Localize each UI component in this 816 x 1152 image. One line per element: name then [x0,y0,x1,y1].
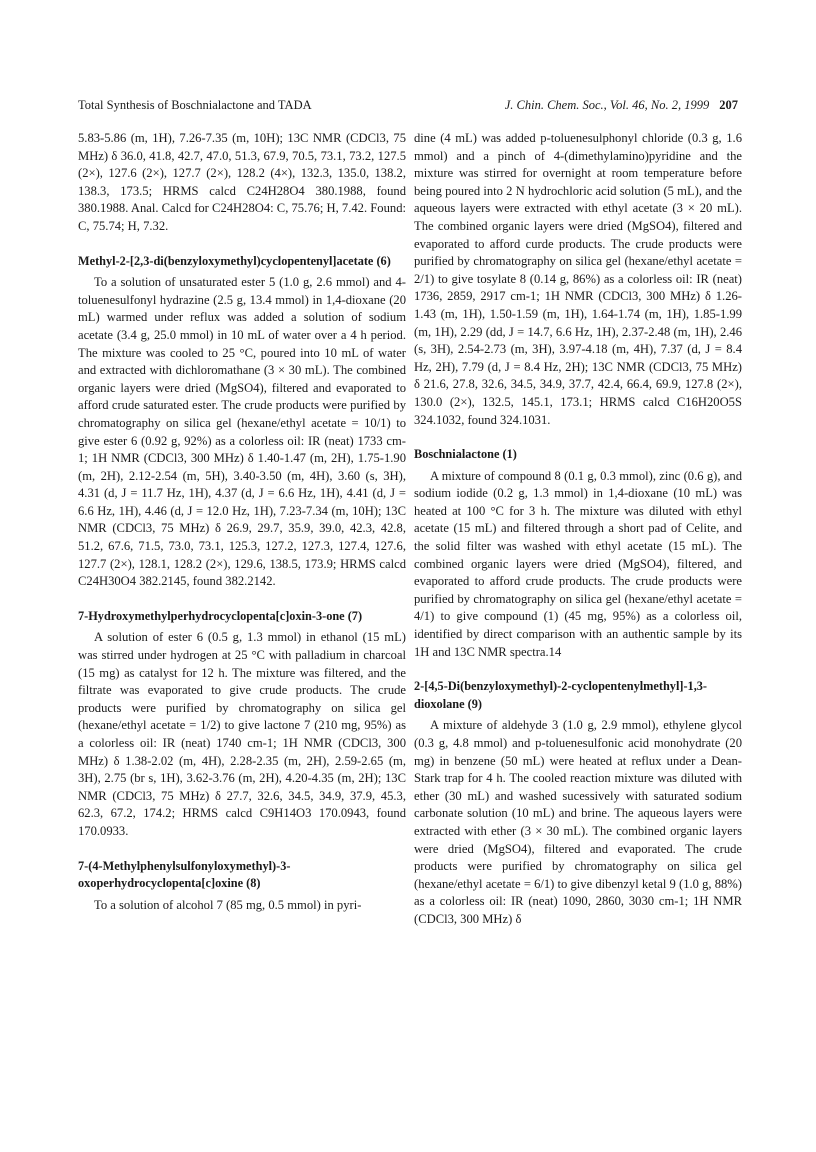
section-heading-tosylate-8: 7-(4-Methylphenylsulfonyloxymethyl)-3-oxoperhydrocyclopenta[c]oxine (8) [78,858,291,891]
section-body-tosylate-8: To a solution of alcohol 7 (85 mg, 0.5 mmol) in pyri- [94,897,362,912]
right-column [414,130,742,929]
running-header [78,98,738,116]
page-number: 207 [719,98,738,112]
section-heading-dioxolane-9: 2-[4,5-Di(benzyloxymethyl)-2-cyclopentenylmethyl]-1,3-dioxolane (9) [414,679,708,711]
section-body-dioxolane-9: A mixture of aldehyde 3 (1.0 g, 2.9 mmol), ethylene glycol (0.3 g, 4.8 mmol) and p-toluenesulfonic acid monohydrate (20 mg) in benzene (50 mL) were heated at reflux under a Dean-Stark trap for 4 h. The cooled reaction mixture was diluted with ether (30 mL) and washed sucessively with saturated sodium carbonate solution (10 mL) and brine. The aqueous layers were extracted with ether (3 × 30 mL). The combined organic layers were dried (MgSO4), filtered and evaporated. The crude products were purified by chromatography on silica gel (hexane/ethyl acetate = 6/1) to give dibenzyl ketal 9 (1.0 g, 88%) as a colorless oil: IR (neat) 1090, 2860, 3030 cm-1; 1H NMR (CDCl3, 300 MHz) δ [414,718,742,926]
section-body-boschnialactone: A mixture of compound 8 (0.1 g, 0.3 mmol), zinc (0.6 g), and sodium iodide (0.2 g, 1.3 mmol) in 1,4-dioxane (10 mL) was heated at 100 °C for 3 h. The mixture was diluted with ethyl acetate (15 mL) and filtered through a short pad of Celite, and the solid filter was washed with ethyl acetate (15 mL). The combined organic layers were dried (MgSO4), filtered, and evaporated to afford crude products. The crude products were purified by chromatography on silica gel (hexane/ethyl acetate = 4/1) to give compound (1) (45 mg, 95%) as a colorless oil, identified by direct comparison with an authentic sample by its 1H and 13C NMR spectra.14 [414,468,742,659]
header-journal [505,98,738,113]
section-heading-lactone-7: 7-Hydroxymethylperhydrocyclopenta[c]oxin-3-one (7) [78,608,363,623]
section-heading-ester-6: Methyl-2-[2,3-di(benzyloxymethyl)cyclopentenyl]acetate (6) [78,253,391,268]
continued-paragraph-right: dine (4 mL) was added p-toluenesulphonyl chloride (0.3 g, 1.6 mmol) and a pinch of 4-(dimethylamino)pyridine and the mixture was stirred for overnight at room temperature before being poured into 2 N hydrochloric acid solution (5 mL), and the aqueous layers were extracted with ethyl acetate (3 × 20 mL). The combined organic layers were dried (MgSO4), filtered and evaporated to afford curde products. The crude products were purified by chromatography on silica gel (hexane/ethyl acetate = 2/1) to give tosylate 8 (0.14 g, 86%) as a colorless oil: IR (neat) 1736, 2859, 2917 cm-1; 1H NMR (CDCl3, 300 MHz) δ 1.26-1.43 (m, 1H), 1.50-1.59 (m, 1H), 1.64-1.74 (m, 1H), 1.85-1.99 (m, 1H), 2.29 (dd, J = 14.7, 6.6 Hz, 1H), 2.37-2.48 (m, 1H), 2.46 (s, 3H), 2.54-2.73 (m, 3H), 3.97-4.18 (m, 4H), 7.37 (d, J = 8.4 Hz, 2H), 7.79 (d, J = 8.4 Hz, 2H); 13C NMR (CDCl3, 75 MHz) δ 21.6, 27.8, 32.6, 34.5, 34.9, 37.7, 42.4, 66.4, 69.9, 127.8 (2×), 130.0 (2×), 132.5, 145.1, 173.1; HRMS calcd C16H20O5S 324.1032, found 324.1031. [414,131,742,427]
section-body-ester-6: To a solution of unsaturated ester 5 (1.0 g, 2.6 mmol) and 4-toluenesulfonyl hydrazine (2.5 g, 13.4 mmol) in 1,4-dioxane (20 mL) warmed under reflux was added a solution of sodium acetate (3.4 g, 25.0 mmol) in 10 mL of water over a 4 h period. The mixture was cooled to 25 °C, poured into 10 mL of water and extracted with dichloromathane (3 × 30 mL). The combined organic layers were dried (MgSO4), filtered and evaporated to afford crude saturated ester. The crude products were purified by chromatography on silica gel (hexane/ethyl acetate = 10/1) to give ester 6 (0.92 g, 92%) as a colorless oil: IR (neat) 1733 cm-1; 1H NMR (CDCl3, 300 MHz) δ 1.40-1.47 (m, 2H), 1.75-1.90 (m, 2H), 2.12-2.54 (m, 5H), 3.40-3.50 (m, 4H), 3.60 (s, 3H), 4.31 (d, J = 11.7 Hz, 1H), 4.37 (d, J = 6.6 Hz, 1H), 4.41 (d, J = 6.6 Hz, 1H), 4.46 (d, J = 12.0 Hz, 1H), 7.23-7.34 (m, 10H); 13C NMR (CDCl3, 75 MHz) δ 26.9, 29.7, 35.9, 39.0, 42.3, 42.8, 51.2, 67.6, 71.5, 73.0, 73.1, 125.3, 127.2, 127.3, 127.4, 127.6, 127.7 (2×), 128.1, 128.2 (2×), 129.6, 138.5, 173.9; HRMS calcd C24H30O4 382.2145, found 382.2142. [78,275,406,589]
header-title: Total Synthesis of Boschnialactone and TADA [78,98,312,112]
left-column [78,130,406,914]
section-heading-boschnialactone: Boschnialactone (1) [414,447,517,462]
section-body-lactone-7: A solution of ester 6 (0.5 g, 1.3 mmol) in ethanol (15 mL) was stirred under hydrogen at 25 °C with palladium in charcoal (15 mg) as catalyst for 12 h. The mixture was filtered, and the filtrate was evaporated to give crude products. The crude products were purified by chromatography on silica gel (hexane/ethyl acetate = 1/2) to give lactone 7 (210 mg, 95%) as a colorless oil: IR (neat) 1740 cm-1; 1H NMR (CDCl3, 300 MHz) δ 1.38-2.02 (m, 4H), 2.28-2.35 (m, 2H), 2.59-2.65 (m, 3H), 2.75 (br s, 1H), 3.62-3.76 (m, 2H), 4.20-4.35 (m, 2H); 13C NMR (CDCl3, 75 MHz) δ 27.7, 32.6, 34.5, 34.9, 37.9, 45.3, 62.3, 67.2, 174.2; HRMS calcd C9H14O3 170.0943, found 170.0933. [78,630,406,838]
journal-citation: J. Chin. Chem. Soc., Vol. 46, No. 2, 1999 [504,98,710,112]
continued-paragraph: 5.83-5.86 (m, 1H), 7.26-7.35 (m, 10H); 13C NMR (CDCl3, 75 MHz) δ 36.0, 41.8, 42.7, 47.0, 51.3, 67.9, 70.5, 73.1, 73.2, 127.5 (2×), 127.6 (2×), 127.7 (2×), 128.2 (4×), 132.3, 135.0, 138.2, 138.3, 173.5; HRMS calcd C24H28O4 380.1988, found 380.1988. Anal. Calcd for C24H28O4: C, 75.76; H, 7.42. Found: C, 75.74; H, 7.32. [78,131,406,233]
